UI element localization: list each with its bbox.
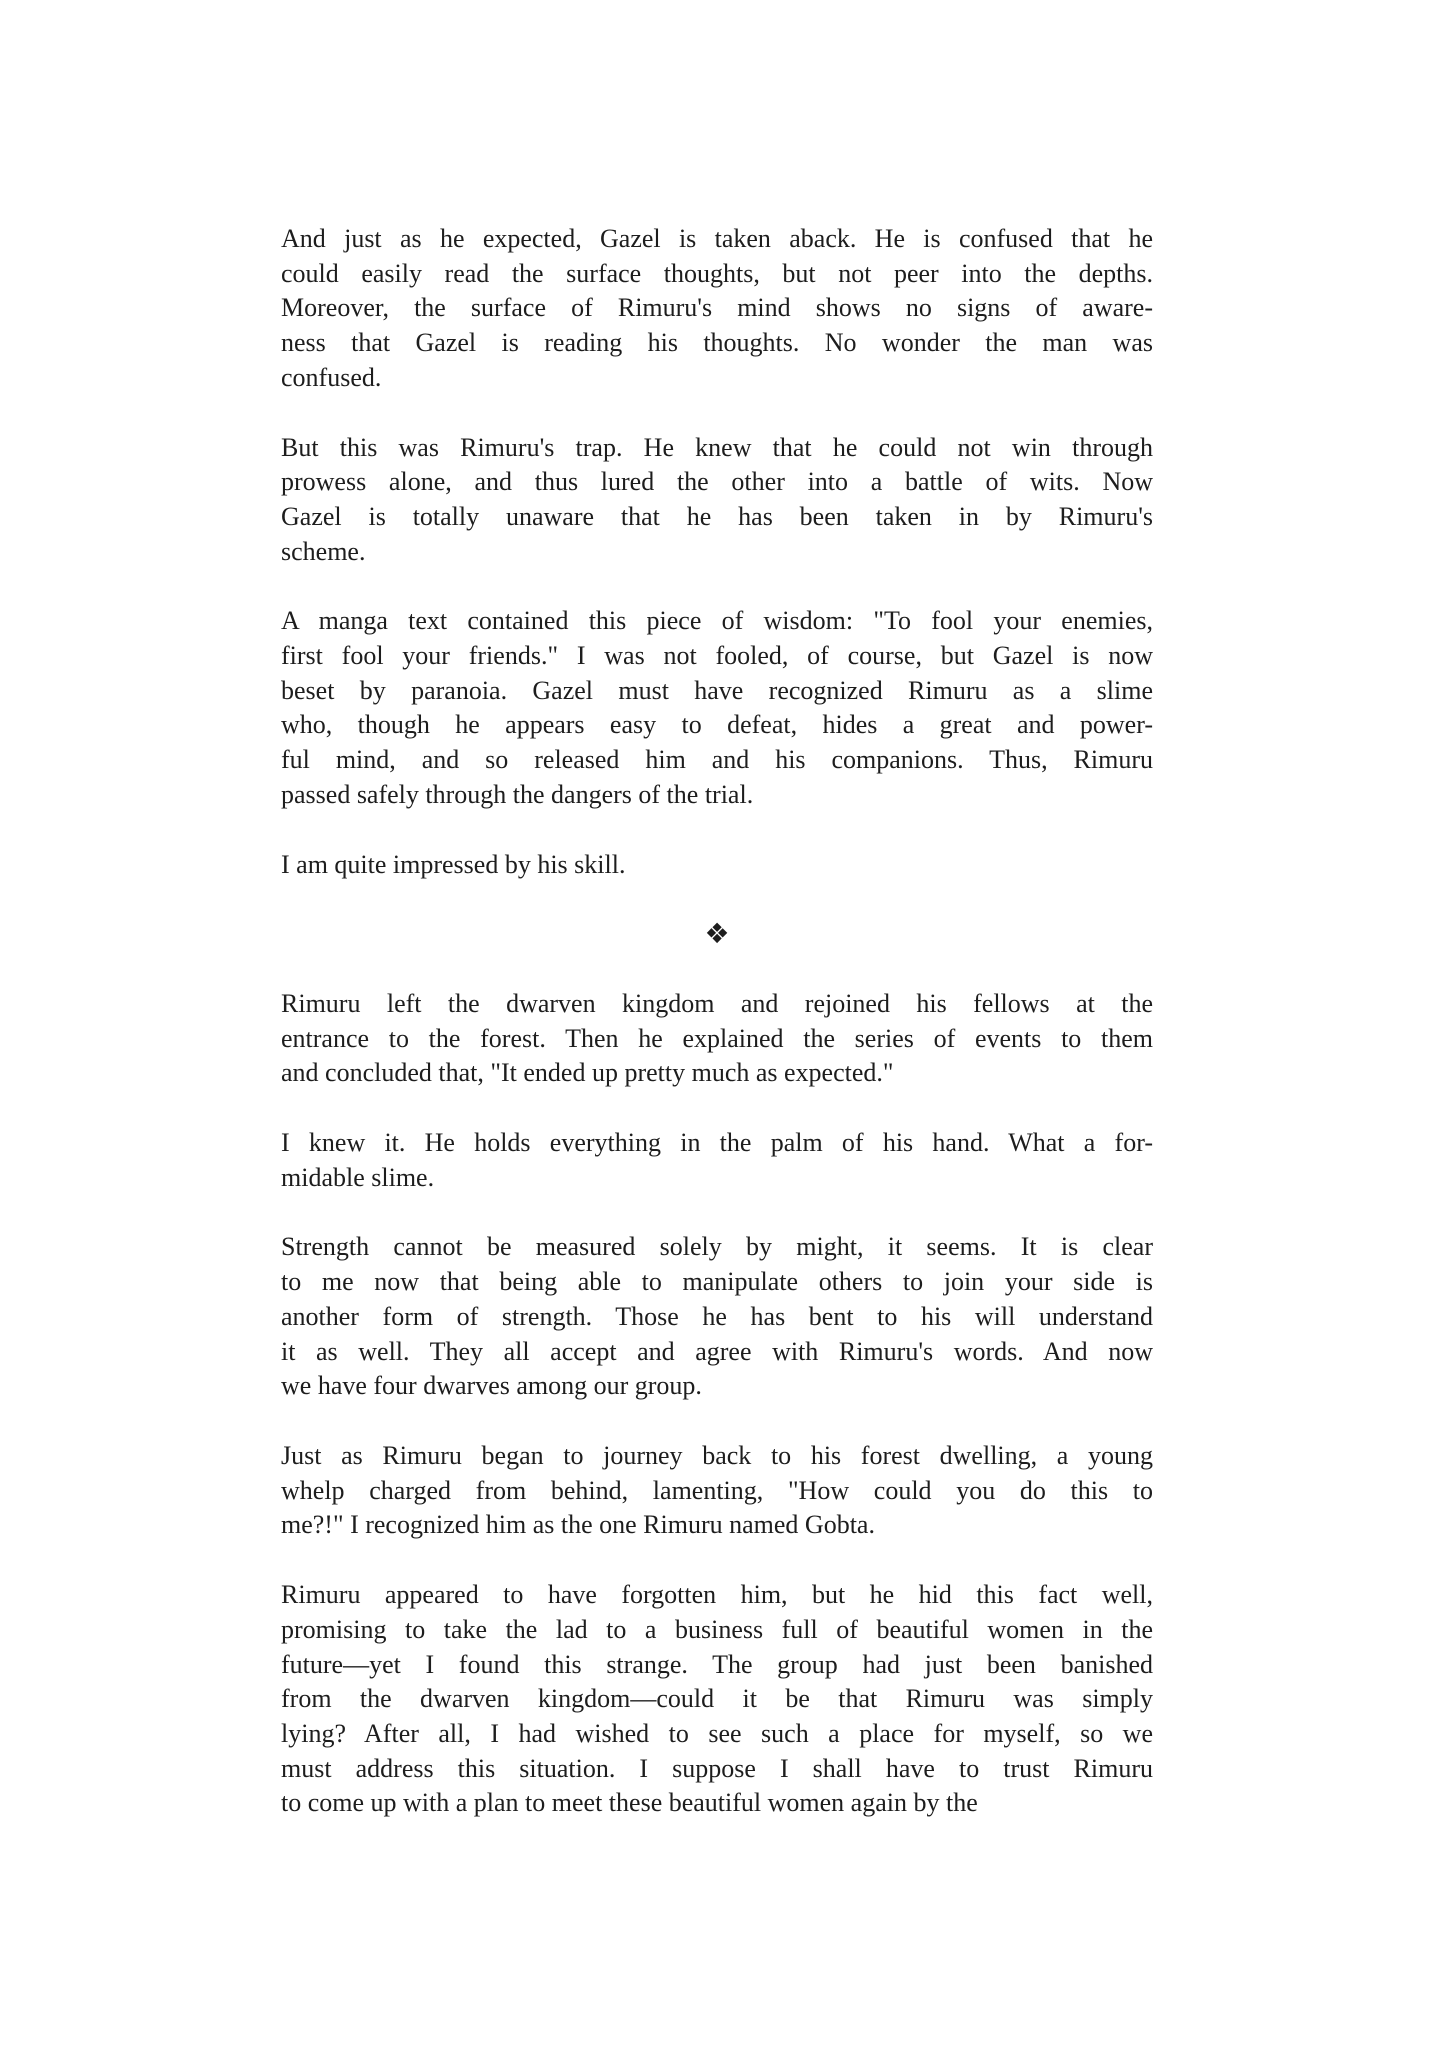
text-line: from the dwarven kingdom—could it be that Rimuru was simply bbox=[281, 1684, 1153, 1714]
text-line: it as well. They all accept and agree with Rimuru's words. And now bbox=[281, 1336, 1153, 1366]
text-line: must address this situation. I suppose I shall have to trust Rimuru bbox=[281, 1753, 1153, 1783]
text-line: I knew it. He holds everything in the palm of his hand. What a for- bbox=[281, 1128, 1153, 1158]
text-line: whelp charged from behind, lamenting, "How could you do this to bbox=[281, 1475, 1153, 1505]
text-line: we have four dwarves among our group. bbox=[281, 1371, 702, 1401]
text-line: But this was Rimuru's trap. He knew that he could not win through bbox=[281, 432, 1153, 462]
paragraph-3 bbox=[281, 604, 1153, 812]
text-line: passed safely through the dangers of the trial. bbox=[281, 779, 754, 809]
text-line: ful mind, and so released him and his companions. Thus, Rimuru bbox=[281, 745, 1153, 775]
paragraph-7 bbox=[281, 1230, 1153, 1404]
text-line: who, though he appears easy to defeat, hides a great and power- bbox=[281, 710, 1153, 740]
text-line: and concluded that, "It ended up pretty much as expected." bbox=[281, 1058, 894, 1088]
text-line: future—yet I found this strange. The group had just been banished bbox=[281, 1649, 1153, 1679]
page-text-block bbox=[281, 222, 1153, 1856]
text-line: entrance to the forest. Then he explained the series of events to them bbox=[281, 1023, 1153, 1053]
text-line: scheme. bbox=[281, 536, 366, 566]
text-line: to me now that being able to manipulate others to join your side is bbox=[281, 1267, 1153, 1297]
text-line: ness that Gazel is reading his thoughts. No wonder the man was bbox=[281, 328, 1153, 358]
text-line: confused. bbox=[281, 362, 382, 392]
text-line: Moreover, the surface of Rimuru's mind shows no signs of aware- bbox=[281, 293, 1153, 323]
paragraph-2 bbox=[281, 431, 1153, 570]
paragraph-5 bbox=[281, 987, 1153, 1091]
text-line: prowess alone, and thus lured the other into a battle of wits. Now bbox=[281, 467, 1153, 497]
section-divider-icon: ❖ bbox=[704, 917, 730, 951]
paragraph-4 bbox=[281, 848, 1153, 883]
paragraph-6 bbox=[281, 1126, 1153, 1195]
text-line: lying? After all, I had wished to see such a place for myself, so we bbox=[281, 1718, 1153, 1748]
text-line: beset by paranoia. Gazel must have recognized Rimuru as a slime bbox=[281, 675, 1153, 705]
text-line: first fool your friends." I was not fooled, of course, but Gazel is now bbox=[281, 641, 1153, 671]
text-line: promising to take the lad to a business full of beautiful women in the bbox=[281, 1614, 1153, 1644]
text-line: I am quite impressed by his skill. bbox=[281, 849, 626, 879]
text-line: me?!" I recognized him as the one Rimuru named Gobta. bbox=[281, 1510, 875, 1540]
text-line: another form of strength. Those he has bent to his will understand bbox=[281, 1301, 1153, 1331]
text-line: Rimuru left the dwarven kingdom and rejoined his fellows at the bbox=[281, 988, 1153, 1018]
paragraph-8 bbox=[281, 1439, 1153, 1543]
paragraph-9 bbox=[281, 1578, 1153, 1821]
text-line: midable slime. bbox=[281, 1162, 435, 1192]
text-line: Gazel is totally unaware that he has been taken in by Rimuru's bbox=[281, 501, 1153, 531]
text-line: Just as Rimuru began to journey back to his forest dwelling, a young bbox=[281, 1440, 1153, 1470]
paragraph-1 bbox=[281, 222, 1153, 396]
text-line: to come up with a plan to meet these beautiful women again by the bbox=[281, 1788, 978, 1818]
text-line: A manga text contained this piece of wisdom: "To fool your enemies, bbox=[281, 606, 1153, 636]
text-line: Rimuru appeared to have forgotten him, but he hid this fact well, bbox=[281, 1580, 1153, 1610]
text-line: Strength cannot be measured solely by might, it seems. It is clear bbox=[281, 1232, 1153, 1262]
text-line: could easily read the surface thoughts, but not peer into the depths. bbox=[281, 258, 1153, 288]
text-line: And just as he expected, Gazel is taken aback. He is confused that he bbox=[281, 224, 1153, 253]
